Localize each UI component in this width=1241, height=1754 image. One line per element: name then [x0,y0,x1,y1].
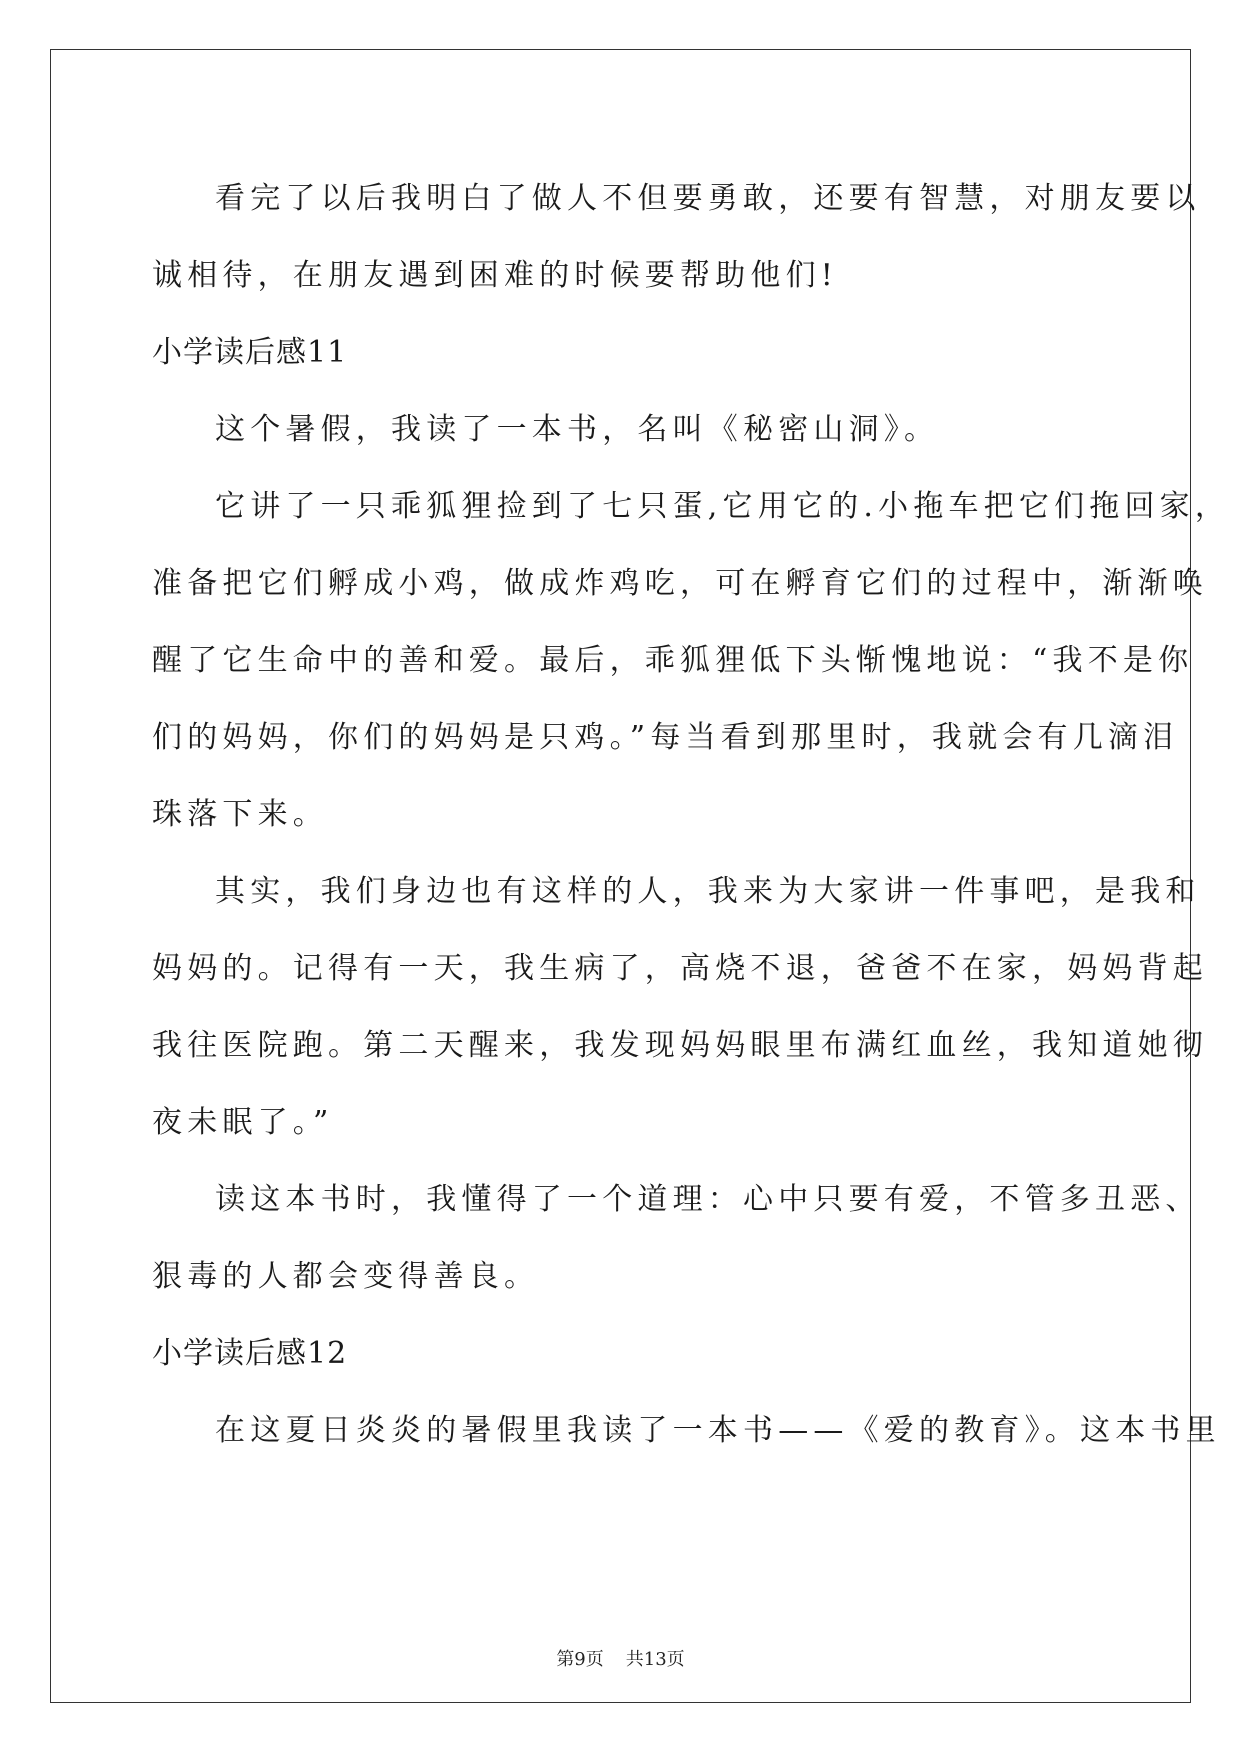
paragraph-line: 这个暑假，我读了一本书，名叫《秘密山洞》。 [215,412,940,447]
document-body [152,160,1231,1469]
paragraph-line: 看完了以后我明白了做人不但要勇敢，还要有智慧，对朋友要以 [215,181,1201,216]
paragraph-line: 在这夏日炎炎的暑假里我读了一本书——《爱的教育》。这本书里 [215,1413,1221,1448]
paragraph-line: 我往医院跑。第二天醒来，我发现妈妈眼里布满红血丝，我知道她彻 [152,1028,1208,1063]
paragraph-line: 珠落下来。 [152,797,328,832]
page-number: 第9页 [556,1649,604,1670]
section-heading: 小学读后感11 [152,335,348,370]
paragraph-line: 准备把它们孵成小鸡，做成炸鸡吃，可在孵育它们的过程中，渐渐唤 [152,566,1208,601]
paragraph-line: 诚相待，在朋友遇到困难的时候要帮助他们! [152,258,839,293]
page-footer [0,1645,1241,1671]
section-heading: 小学读后感12 [152,1336,348,1371]
paragraph-line: 夜未眠了。” [152,1105,334,1140]
paragraph-line: 们的妈妈，你们的妈妈是只鸡。”每当看到那里时，我就会有几滴泪 [152,720,1179,755]
paragraph-line: 醒了它生命中的善和爱。最后，乖狐狸低下头惭愧地说：“我不是你 [152,643,1194,678]
paragraph-line: 它讲了一只乖狐狸捡到了七只蛋,它用它的.小拖车把它们拖回家， [215,489,1231,524]
paragraph-line: 妈妈的。记得有一天，我生病了，高烧不退，爸爸不在家，妈妈背起 [152,951,1208,986]
paragraph-line: 其实，我们身边也有这样的人，我来为大家讲一件事吧，是我和 [215,874,1201,909]
paragraph-line: 狠毒的人都会变得善良。 [152,1259,540,1294]
paragraph-line: 读这本书时，我懂得了一个道理：心中只要有爱，不管多丑恶、 [215,1182,1201,1217]
page-total: 共13页 [625,1649,685,1670]
